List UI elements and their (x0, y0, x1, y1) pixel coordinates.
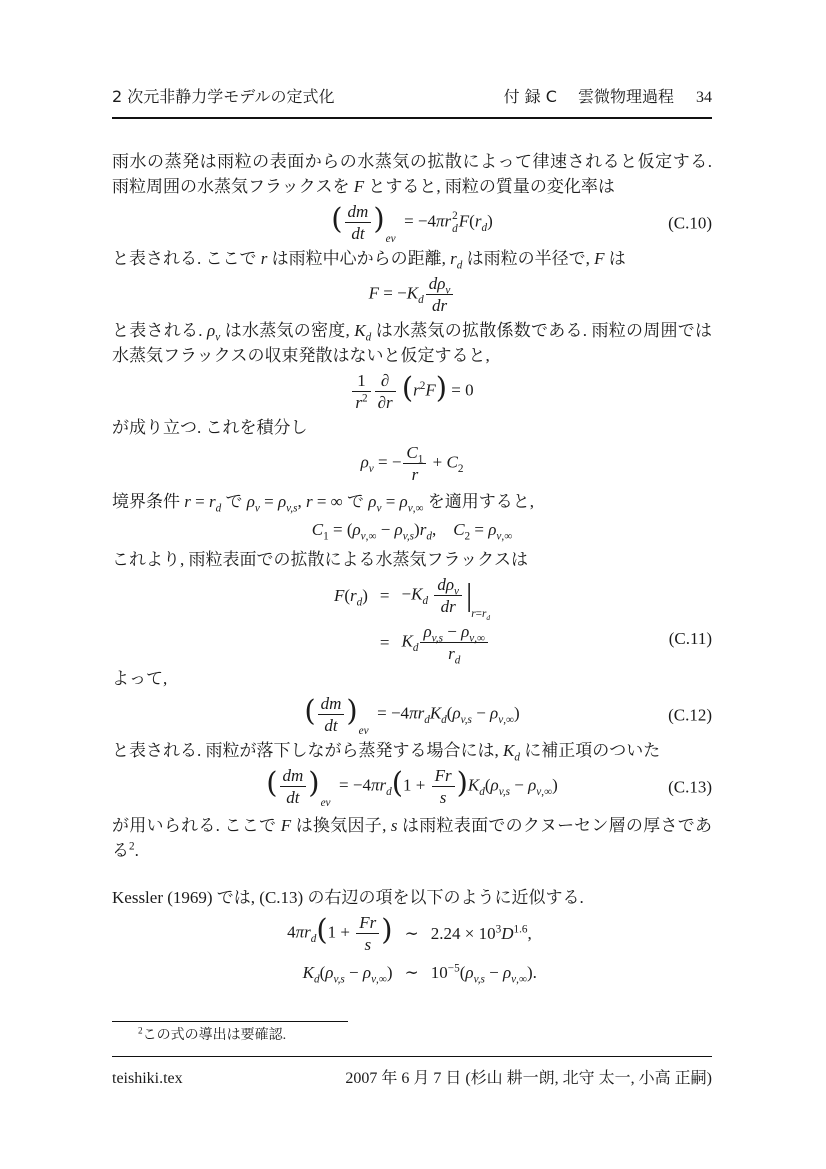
paragraph-boundary-conditions: 境界条件 $r = r_d$ で $\rho_v = \rho_{v,s}$, r = ∞ で $\rho_v = \rho_{v,\infty}$ を適用すると, (112, 492, 535, 515)
equation-c11-rhs1: $-K_d$ $d\rho_v$ dr $|_{r=r_d}$ (401, 575, 491, 622)
equation-kessler-align (287, 913, 537, 985)
equation-c11-rel1: = (379, 586, 390, 606)
equation-rho-solution (112, 443, 712, 484)
equation-c11-rel2: = (379, 633, 390, 653)
paragraph-evaporation-intro: 雨水の蒸発は雨粒の表面からの水蒸気の拡散によって律速されると仮定する. 雨粒周囲の水蒸気フラックスを F とすると, 雨粒の質量の変化率は (112, 152, 712, 196)
kessler-row1-lhs: $4\pi r_d(1$ + $\frac{Fr}{s}$ ) (287, 912, 393, 954)
paragraph-integrate: が成り立つ. これを積分し (112, 418, 308, 438)
footer-date-authors: 2007 年 6 月 7 日 (杉山 耕一朗, 北守 太一, 小高 正嗣) (345, 1070, 712, 1087)
equation-nondivergence-math: $\frac{1}{r^2}$ ∂ ∂r $(r^2F) = 0$ (350, 371, 473, 412)
paragraph-distance-definition: と表される. ここで r は雨粒中心からの距離, $r_d$ は雨粒の半径で, F は (112, 249, 626, 272)
equation-c10-math: ( $\frac{dm}{dt}$ )$_{ev} = -4\pi r$ 2 d $F(r_d)$ (331, 201, 493, 245)
equation-c13-math: ( $\frac{dm}{dt}$ )$_{ev} = -4\pi r_d(1$ + $\frac{Fr}{s}$ )$K_d(\rho_{v,s} - \rho_{v,\infty})$ (266, 766, 558, 810)
paragraph-falling-correction: と表される. 雨粒が落下しながら蒸発する場合には, $K_d$ に補正項のついた (112, 741, 661, 764)
running-head-appendix (504, 84, 712, 110)
header-rule (112, 117, 712, 119)
paragraph-therefore: よって, (112, 669, 168, 689)
equation-flux-definition (112, 274, 712, 315)
paragraph-density-diffusion: と表される. $\rho_v$ は水蒸気の密度, $K_d$ は水蒸気の拡散係数である. 雨粒の周囲では水蒸気フラックスの収束発散はないと仮定すると, (112, 321, 713, 366)
equation-c11 (112, 575, 712, 667)
equation-c11-rhs2: $K_d$ $\frac{\rho_{v,s} - \rho_{v,\infty}}{r_d}$ (402, 622, 491, 663)
equation-label-c11: (C.11) (668, 629, 712, 649)
equation-c11-align (333, 575, 491, 667)
paragraph-kessler-approx: Kessler (1969) では, (C.13) の右辺の項を以下のように近似する. (112, 887, 584, 907)
kessler-row1-rhs: $2.24 \times 10^3D^{1.6}$, (430, 922, 532, 943)
kessler-row2-relation: ∼ (404, 962, 419, 982)
equation-kessler-approx (112, 913, 712, 985)
equation-label-c13: (C.13) (668, 777, 712, 797)
equation-c11-lhs: $F(r_d)$ (333, 586, 368, 609)
footnote-text: $^2$この式の導出は要確認. (138, 1025, 287, 1043)
page-number: 34 (696, 89, 712, 106)
footnote-area (112, 1021, 712, 1047)
kessler-row1-relation: ∼ (404, 923, 419, 943)
equation-c12 (112, 694, 712, 735)
equation-constants-math: $C_1 = (\rho_{v,\infty} - \rho_{v,s})r_d$, $C_2 = \rho_{v,\infty}$ (311, 520, 513, 543)
footer-filename: teishiki.tex (112, 1070, 183, 1087)
equation-c13 (112, 766, 712, 810)
equation-flux-math: $F = -K_d$ $d\rho_v$ dr (369, 274, 456, 315)
footnote-rule (112, 1021, 348, 1022)
page-header (112, 84, 712, 110)
equation-label-c10: (C.10) (668, 213, 712, 233)
equation-c12-math: ( $\frac{dm}{dt}$ )$_{ev} = -4\pi r_dK_d(\rho_{v,s} - \rho_{v,\infty})$ (304, 694, 520, 737)
page-footer (112, 1056, 712, 1091)
equation-c10 (112, 202, 712, 243)
equation-label-c12: (C.12) (668, 705, 712, 725)
paragraph-ventilation-knudsen: が用いられる. ここで F は換気因子, s は雨粒表面でのクヌーセン層の厚さである$^2$. (112, 815, 713, 860)
kessler-row2-rhs: $10^{-5}(\rho_{v,s} - \rho_{v,\infty})$. (430, 961, 537, 985)
equation-constants (112, 517, 712, 542)
running-head-section: 2 次元非静力学モデルの定式化 (112, 87, 335, 106)
appendix-title: 付 録 C 雲微物理過程 (503, 87, 674, 106)
footer-rule (112, 1056, 712, 1057)
equation-rho-solution-math: $\rho_v$ = − $\frac{C_1}{r}$ + $C_2$ (360, 443, 464, 485)
equation-nondivergence (112, 371, 712, 412)
paragraph-surface-flux-intro: これより, 雨粒表面での拡散による水蒸気フラックスは (112, 550, 528, 570)
kessler-row2-lhs: $K_d(\rho_{v,s} - \rho_{v,\infty})$ (302, 962, 393, 985)
